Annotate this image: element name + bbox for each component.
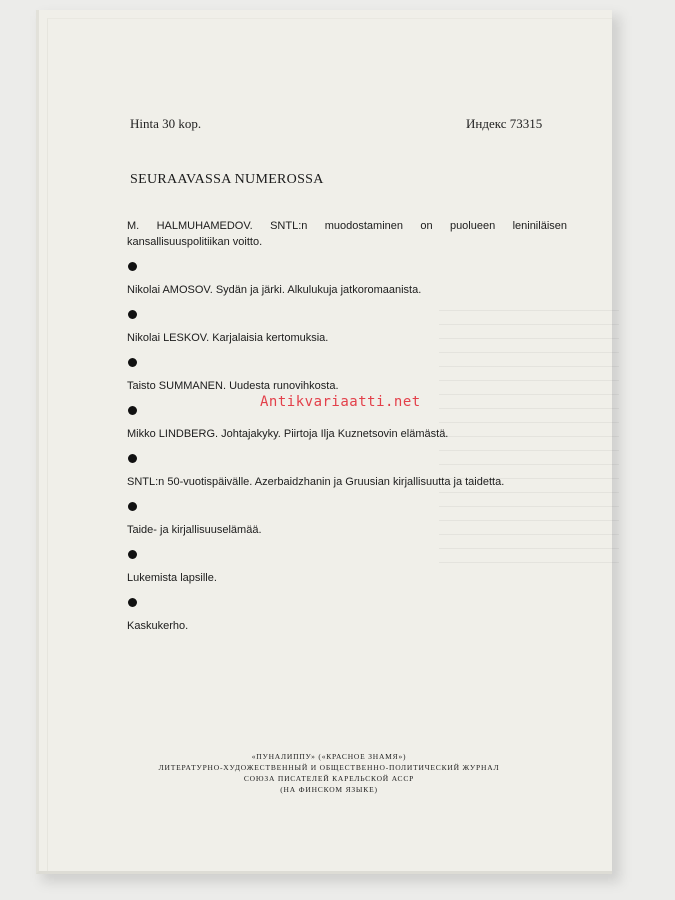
contents-entry: Taide- ja kirjallisuuselämää.: [127, 524, 262, 536]
contents-entry: Nikolai AMOSOV. Sydän ja järki. Alkulukuja jatkoromaanista.: [127, 284, 422, 296]
back-cover-page: [36, 10, 612, 874]
bullet-icon: [128, 358, 137, 367]
bullet-icon: [128, 550, 137, 559]
bullet-icon: [128, 502, 137, 511]
section-heading: SEURAAVASSA NUMEROSSA: [130, 172, 324, 187]
contents-entry: M. HALMUHAMEDOV. SNTL:n muodostaminen on puolueen leniniläisen kansallisuuspolitiikan voitto.: [127, 220, 567, 248]
imprint-line: «ПУНАЛИППУ» («КРАСНОЕ ЗНАМЯ»): [251, 752, 407, 761]
contents-entry: Lukemista lapsille.: [127, 572, 217, 584]
contents-entry: Taisto SUMMANEN. Uudesta runovihkosta.: [127, 380, 339, 392]
bullet-icon: [128, 310, 137, 319]
contents-list: [127, 218, 567, 634]
index-label: Индекс 73315: [466, 116, 543, 131]
bullet-icon: [128, 262, 137, 271]
contents-entry: Nikolai LESKOV. Karjalaisia kertomuksia.: [127, 332, 329, 344]
price-label: Hinta 30 kop.: [130, 116, 202, 131]
imprint-line: ЛИТЕРАТУРНО-ХУДОЖЕСТВЕННЫЙ И ОБЩЕСТВЕННО-ПОЛИТИЧЕСКИЙ ЖУРНАЛ: [158, 763, 500, 772]
contents-entry: Mikko LINDBERG. Johtajakyky. Piirtoja Ilja Kuznetsovin elämästä.: [127, 428, 449, 440]
imprint-line: СОЮЗА ПИСАТЕЛЕЙ КАРЕЛЬСКОЙ АССР: [243, 774, 415, 783]
publisher-imprint: [99, 751, 559, 795]
contents-entry: Kaskukerho.: [127, 620, 189, 632]
bullet-icon: [128, 406, 137, 415]
watermark: Antikvariaatti.net: [260, 394, 421, 410]
imprint-line: (НА ФИНСКОМ ЯЗЫКЕ): [280, 785, 378, 794]
contents-entry: SNTL:n 50-vuotispäivälle. Azerbaidzhanin ja Gruusian kirjallisuutta ja taidetta.: [127, 476, 505, 488]
bullet-icon: [128, 454, 137, 463]
bullet-icon: [128, 598, 137, 607]
